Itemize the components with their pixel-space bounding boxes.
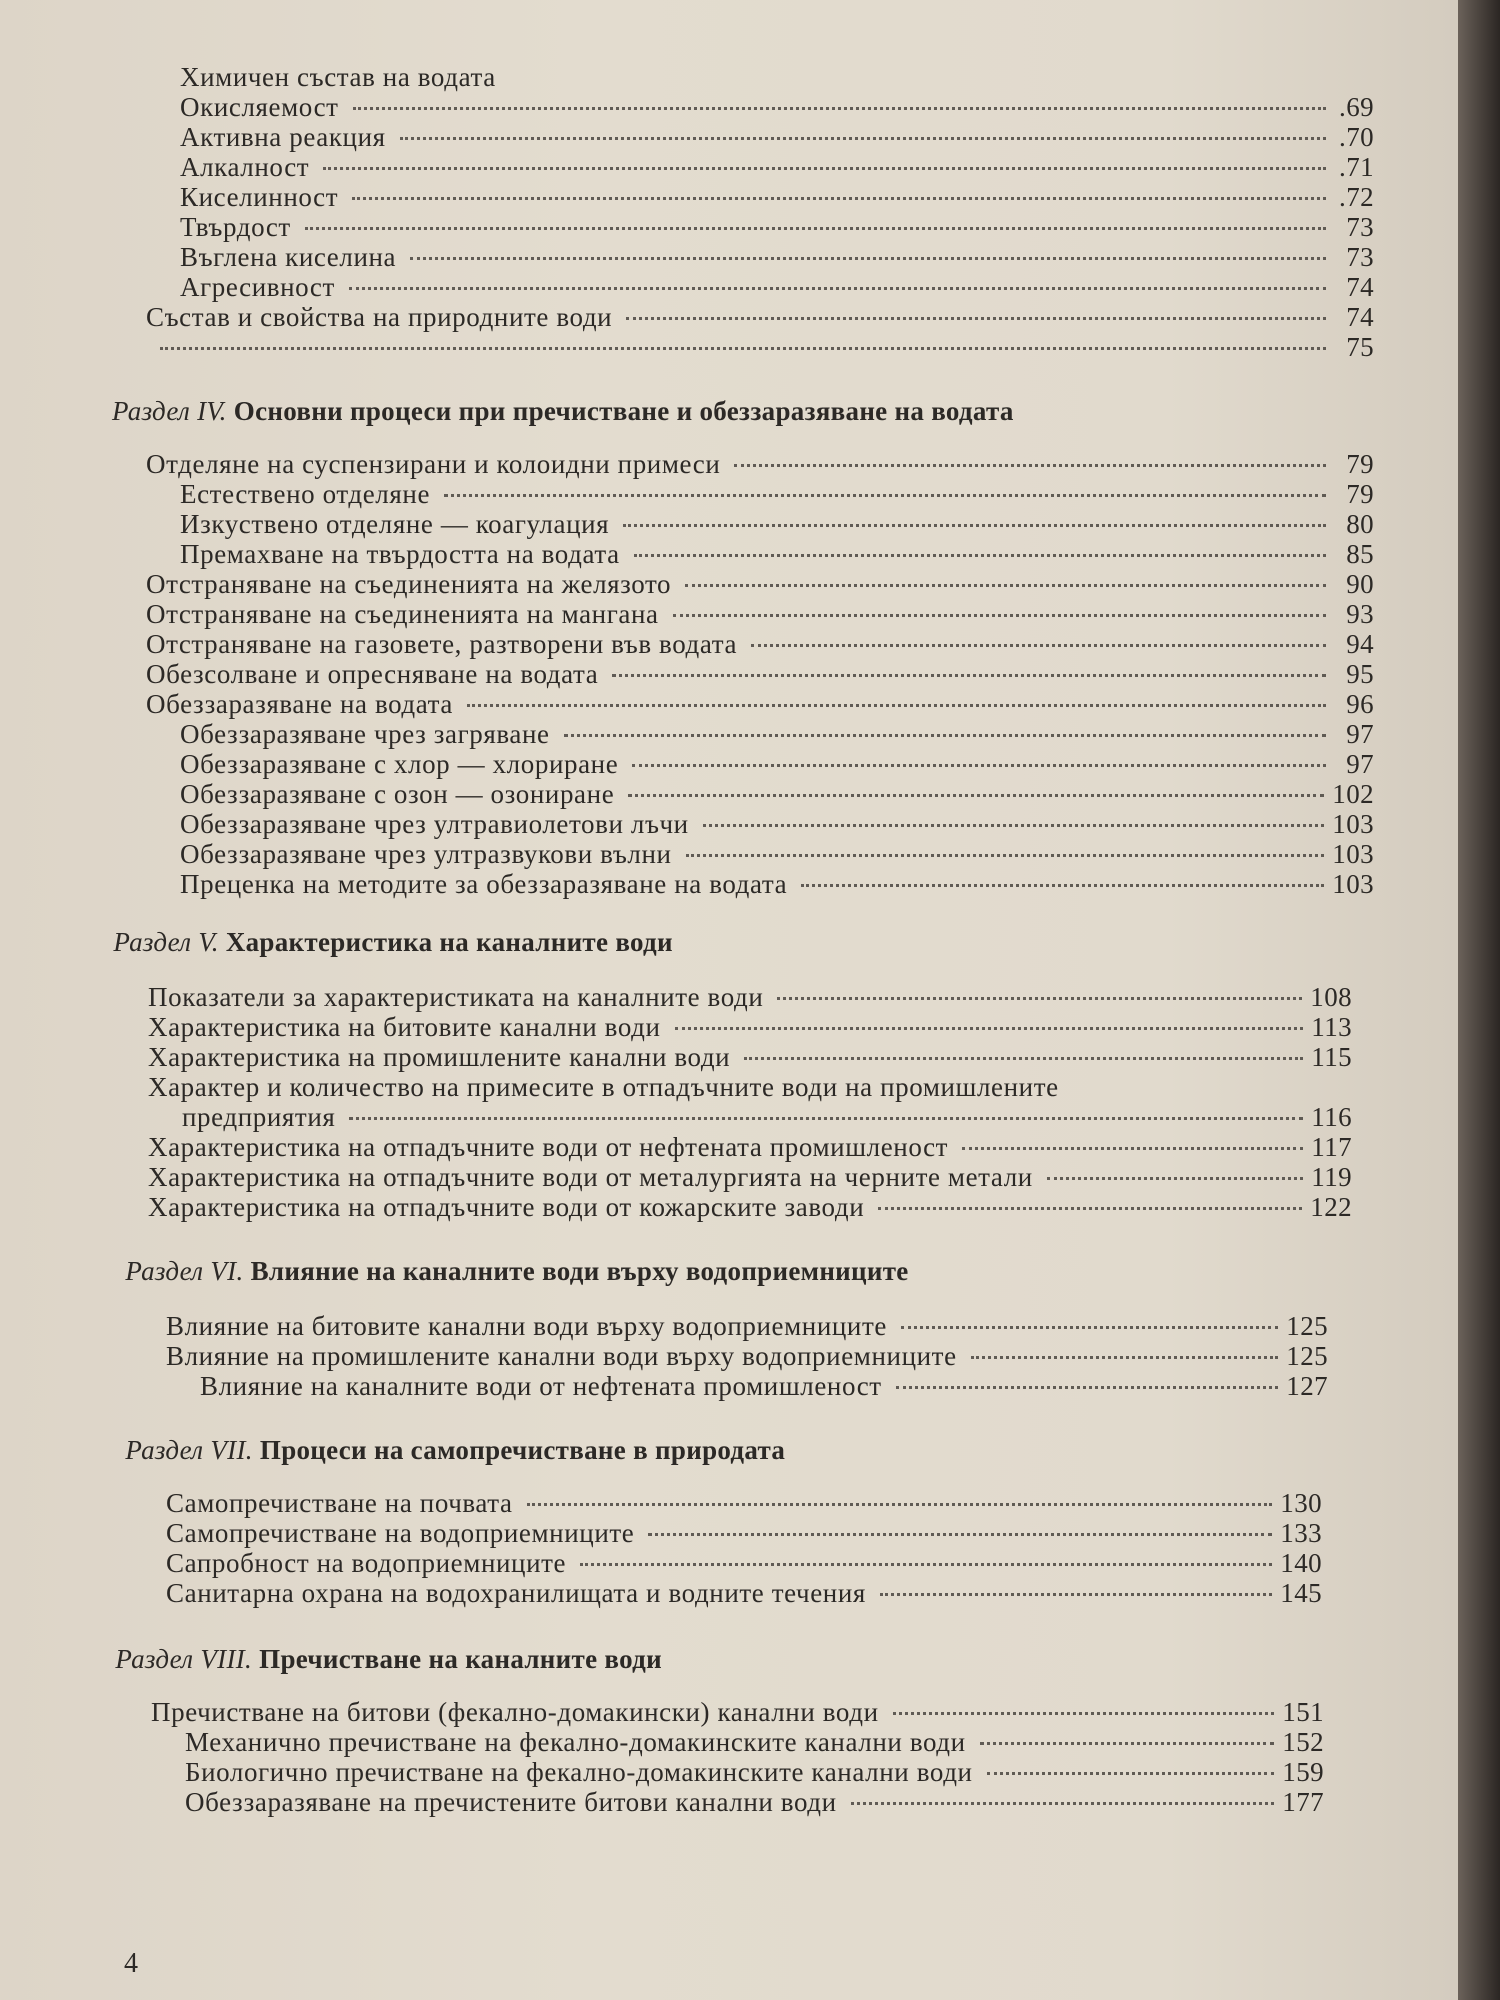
- dot-leader: [675, 1027, 1304, 1030]
- toc-entry[interactable]: [0, 749, 1458, 779]
- toc-entry-title: Състав и свойства на природните води: [146, 302, 613, 332]
- toc-entry-title: Изкуствено отделяне — коагулация: [180, 509, 610, 539]
- dot-leader: [880, 1593, 1272, 1596]
- dot-leader: [580, 1563, 1272, 1566]
- toc-entry-page: 159: [1282, 1757, 1324, 1787]
- toc-entry-page: 125: [1286, 1311, 1328, 1341]
- toc-entry-title: Обеззаразяване с озон — озониране: [180, 779, 615, 809]
- toc-entry-page: 108: [1310, 982, 1352, 1012]
- toc-entry[interactable]: [0, 1042, 1458, 1072]
- toc-entry-page: 75: [1346, 332, 1374, 362]
- dot-leader: [612, 674, 1326, 677]
- section-heading: [125, 1435, 1458, 1466]
- dot-leader: [987, 1772, 1275, 1775]
- toc-entry-title: Отстраняване на газовете, разтворени във водата: [146, 629, 738, 659]
- dot-leader: [305, 227, 1326, 230]
- page-edge-shadow: [1458, 0, 1500, 2000]
- toc-entry-page: 103: [1332, 869, 1374, 899]
- toc-entry[interactable]: [0, 839, 1458, 869]
- toc-entry-title: Характеристика на промишлените канални води: [148, 1042, 731, 1072]
- toc-entry[interactable]: [0, 719, 1458, 749]
- toc-entry-page: .71: [1339, 152, 1374, 182]
- toc-entry-page: 73: [1346, 212, 1374, 242]
- dot-leader: [744, 1057, 1303, 1060]
- toc-entry-title: Характеристика на отпадъчните води от металургията на черните метали: [148, 1162, 1033, 1192]
- dot-leader: [971, 1356, 1279, 1359]
- dot-leader: [980, 1742, 1275, 1745]
- toc-entry-page: 140: [1280, 1548, 1322, 1578]
- toc-entry-page: 113: [1311, 1012, 1352, 1042]
- toc-entry[interactable]: [0, 569, 1458, 599]
- toc-entry-title: Показатели за характеристиката на каналните води: [148, 982, 764, 1012]
- toc-entry[interactable]: [0, 809, 1458, 839]
- toc-entry[interactable]: [0, 1787, 1458, 1817]
- toc-entry[interactable]: [0, 1371, 1458, 1401]
- toc-section: [0, 396, 1458, 899]
- toc-entry-title: Пречистване на битови (фекално-домакински) канални води: [151, 1697, 879, 1727]
- page-number: 4: [124, 1948, 138, 1979]
- toc-entry[interactable]: [0, 599, 1458, 629]
- toc-entry-page: 79: [1346, 479, 1374, 509]
- toc-entry-title: Обеззаразяване чрез ултразвукови вълни: [180, 839, 672, 869]
- dot-leader: [801, 884, 1324, 887]
- section-heading: [112, 396, 1458, 427]
- section-label: Раздел VII.: [125, 1435, 253, 1465]
- toc-entry[interactable]: [0, 1162, 1458, 1192]
- toc-section: [0, 62, 1458, 362]
- toc-entry-title: Естествено отделяне: [180, 479, 431, 509]
- section-heading: [113, 927, 1458, 958]
- dot-leader: [564, 734, 1326, 737]
- toc-entry[interactable]: [0, 92, 1458, 122]
- toc-entry-page: 94: [1346, 629, 1374, 659]
- dot-leader: [400, 137, 1326, 140]
- toc-entry-title: Премахване на твърдостта на водата: [180, 539, 620, 569]
- toc-entry-title: Обеззаразяване на водата: [146, 689, 453, 719]
- dot-leader: [751, 644, 1326, 647]
- toc-entry-page: 80: [1346, 509, 1374, 539]
- dot-leader: [352, 197, 1326, 200]
- toc-entry-title: Отделяне на суспензирани и колоидни примеси: [146, 449, 721, 479]
- dot-leader: [160, 347, 1326, 350]
- toc-entry[interactable]: [0, 449, 1458, 479]
- toc-entry[interactable]: [0, 479, 1458, 509]
- table-of-contents: [0, 62, 1458, 1817]
- toc-entry-page: 117: [1311, 1132, 1352, 1162]
- toc-entry-page: 125: [1286, 1341, 1328, 1371]
- toc-section: [0, 1256, 1458, 1401]
- section-heading: [125, 1256, 1458, 1287]
- toc-entry-page: 152: [1282, 1727, 1324, 1757]
- section-label: Раздел V.: [113, 927, 219, 957]
- toc-entry-title: Влияние на промишлените канални води върху водоприемниците: [166, 1341, 957, 1371]
- toc-entry-page: 133: [1280, 1518, 1322, 1548]
- toc-entry-title: Твърдост: [180, 212, 291, 242]
- dot-leader: [962, 1147, 1303, 1150]
- dot-leader: [901, 1326, 1278, 1329]
- toc-entry-page: 97: [1346, 749, 1374, 779]
- toc-entry-page: 116: [1311, 1102, 1352, 1132]
- section-label: Раздел VI.: [125, 1256, 244, 1286]
- toc-entry[interactable]: [0, 1341, 1458, 1371]
- toc-entry[interactable]: [0, 982, 1458, 1012]
- toc-section: [0, 927, 1458, 1222]
- toc-entry[interactable]: [0, 1488, 1458, 1518]
- toc-entry[interactable]: [0, 1012, 1458, 1042]
- toc-entry[interactable]: [0, 1578, 1458, 1608]
- toc-entry[interactable]: [0, 242, 1458, 272]
- section-title: Процеси на самопречистване в природата: [259, 1435, 786, 1465]
- toc-entry[interactable]: [0, 122, 1458, 152]
- toc-entry-page: 115: [1311, 1042, 1352, 1072]
- toc-entry-title: Обеззаразяване с хлор — хлориране: [180, 749, 619, 779]
- toc-entry-page: 122: [1310, 1192, 1352, 1222]
- toc-entry-page: 103: [1332, 809, 1374, 839]
- toc-entry[interactable]: [0, 1548, 1458, 1578]
- toc-entry-page: 96: [1346, 689, 1374, 719]
- toc-entry-page: .70: [1339, 122, 1374, 152]
- toc-entry-page: 74: [1346, 302, 1374, 332]
- dot-leader: [896, 1386, 1279, 1389]
- toc-entry[interactable]: [0, 1311, 1458, 1341]
- toc-entry[interactable]: [0, 689, 1458, 719]
- toc-entry-page: 102: [1332, 779, 1374, 809]
- dot-leader: [410, 257, 1326, 260]
- toc-entry-title: Влияние на каналните води от нефтената промишленост: [200, 1371, 882, 1401]
- dot-leader: [632, 764, 1326, 767]
- toc-entry[interactable]: [0, 302, 1458, 332]
- dot-leader: [634, 554, 1326, 557]
- toc-entry-page: 95: [1346, 659, 1374, 689]
- dot-leader: [444, 494, 1326, 497]
- toc-entry-page: 93: [1346, 599, 1374, 629]
- toc-entry-title: Окисляемост: [180, 92, 339, 122]
- dot-leader: [685, 584, 1326, 587]
- dot-leader: [893, 1712, 1275, 1715]
- dot-leader: [777, 997, 1302, 1000]
- dot-leader: [626, 317, 1326, 320]
- toc-entry-title: Сапробност на водоприемниците: [166, 1548, 567, 1578]
- toc-entry[interactable]: [0, 659, 1458, 689]
- toc-entry[interactable]: [0, 1697, 1458, 1727]
- dot-leader: [1047, 1177, 1303, 1180]
- section-title: Основни процеси при пречистване и обеззаразяване на водата: [233, 396, 1014, 426]
- toc-entry-page: 85: [1346, 539, 1374, 569]
- toc-entry-page: 79: [1346, 449, 1374, 479]
- toc-entry-page: 130: [1280, 1488, 1322, 1518]
- toc-entry-title: Активна реакция: [180, 122, 386, 152]
- toc-entry-title: Характеристика на отпадъчните води от кожарските заводи: [148, 1192, 865, 1222]
- toc-entry-page: 145: [1280, 1578, 1322, 1608]
- toc-entry[interactable]: [0, 1518, 1458, 1548]
- dot-leader: [527, 1503, 1273, 1506]
- section-label: Раздел VIII.: [115, 1644, 253, 1674]
- toc-entry-title: Отстраняване на съединенията на мангана: [146, 599, 659, 629]
- toc-entry-page: 127: [1286, 1371, 1328, 1401]
- toc-entry-title: Самопречистване на водоприемниците: [166, 1518, 635, 1548]
- toc-entry-title: Въглена киселина: [180, 242, 397, 272]
- dot-leader: [467, 704, 1326, 707]
- toc-entry-title: Характер и количество на примесите в отпадъчните води на промишлените: [148, 1072, 1059, 1102]
- toc-entry-title: предприятия: [182, 1102, 336, 1132]
- toc-entry[interactable]: [0, 1132, 1458, 1162]
- dot-leader: [734, 464, 1326, 467]
- dot-leader: [323, 167, 1326, 170]
- dot-leader: [673, 614, 1326, 617]
- toc-section: [0, 1435, 1458, 1608]
- toc-entry-title: Агресивност: [180, 272, 335, 302]
- toc-entry-title: Механично пречистване на фекално-домакинските канални води: [185, 1727, 966, 1757]
- toc-section: [0, 1644, 1458, 1817]
- dot-leader: [628, 794, 1324, 797]
- section-title: Влияние на каналните води върху водоприемниците: [250, 1256, 909, 1286]
- section-label: Раздел IV.: [112, 396, 227, 426]
- section-title: Характеристика на каналните води: [225, 927, 673, 957]
- toc-entry-title: Обеззаразяване чрез загряване: [180, 719, 550, 749]
- dot-leader: [686, 854, 1325, 857]
- toc-entry[interactable]: [0, 212, 1458, 242]
- dot-leader: [349, 1117, 1303, 1120]
- toc-entry[interactable]: [0, 1072, 1458, 1102]
- toc-entry-title: Характеристика на отпадъчните води от нефтената промишленост: [148, 1132, 949, 1162]
- toc-entry-title: Преценка на методите за обеззаразяване на водата: [180, 869, 788, 899]
- dot-leader: [623, 524, 1326, 527]
- dot-leader: [703, 824, 1325, 827]
- toc-entry-title: Биологично пречистване на фекално-домакинските канални води: [185, 1757, 973, 1787]
- toc-entry-page: 90: [1346, 569, 1374, 599]
- toc-entry[interactable]: [0, 779, 1458, 809]
- dot-leader: [353, 107, 1326, 110]
- toc-entry[interactable]: [0, 152, 1458, 182]
- toc-entry-page: .69: [1339, 92, 1374, 122]
- toc-entry[interactable]: [0, 62, 1458, 92]
- toc-entry-title: Киселинност: [180, 182, 339, 212]
- toc-entry-title: Обеззаразяване чрез ултравиолетови лъчи: [180, 809, 689, 839]
- toc-entry[interactable]: [0, 629, 1458, 659]
- toc-entry-page: 177: [1282, 1787, 1324, 1817]
- toc-entry-title: Алкалност: [180, 152, 310, 182]
- section-heading: [115, 1644, 1458, 1675]
- toc-entry-title: Санитарна охрана на водохранилищата и водните течения: [166, 1578, 866, 1608]
- dot-leader: [349, 287, 1326, 290]
- toc-entry-title: Самопречистване на почвата: [166, 1488, 513, 1518]
- toc-entry-page: 119: [1311, 1162, 1352, 1192]
- toc-entry[interactable]: [0, 1727, 1458, 1757]
- toc-entry[interactable]: [0, 509, 1458, 539]
- toc-entry-title: Химичен състав на водата: [180, 62, 496, 92]
- toc-entry[interactable]: [0, 272, 1458, 302]
- dot-leader: [878, 1207, 1302, 1210]
- toc-entry-title: Отстраняване на съединенията на желязото: [146, 569, 672, 599]
- section-title: Пречистване на каналните води: [259, 1644, 662, 1674]
- toc-entry-page: 103: [1332, 839, 1374, 869]
- toc-entry[interactable]: [0, 182, 1458, 212]
- toc-entry[interactable]: [0, 1192, 1458, 1222]
- toc-entry-title: Влияние на битовите канални води върху водоприемниците: [166, 1311, 887, 1341]
- toc-entry[interactable]: [0, 1102, 1458, 1132]
- toc-entry[interactable]: [0, 539, 1458, 569]
- dot-leader: [648, 1533, 1272, 1536]
- toc-entry-page: 74: [1346, 272, 1374, 302]
- toc-entry[interactable]: [0, 1757, 1458, 1787]
- toc-entry[interactable]: [0, 332, 1458, 362]
- toc-entry-title: Обеззаразяване на пречистените битови канални води: [185, 1787, 837, 1817]
- toc-entry-page: 151: [1282, 1697, 1324, 1727]
- toc-entry[interactable]: [0, 869, 1458, 899]
- toc-entry-page: .72: [1339, 182, 1374, 212]
- toc-entry-title: Обезсолване и опресняване на водата: [146, 659, 599, 689]
- toc-entry-page: 97: [1346, 719, 1374, 749]
- toc-entry-title: Характеристика на битовите канални води: [148, 1012, 661, 1042]
- dot-leader: [851, 1802, 1275, 1805]
- toc-entry-page: 73: [1346, 242, 1374, 272]
